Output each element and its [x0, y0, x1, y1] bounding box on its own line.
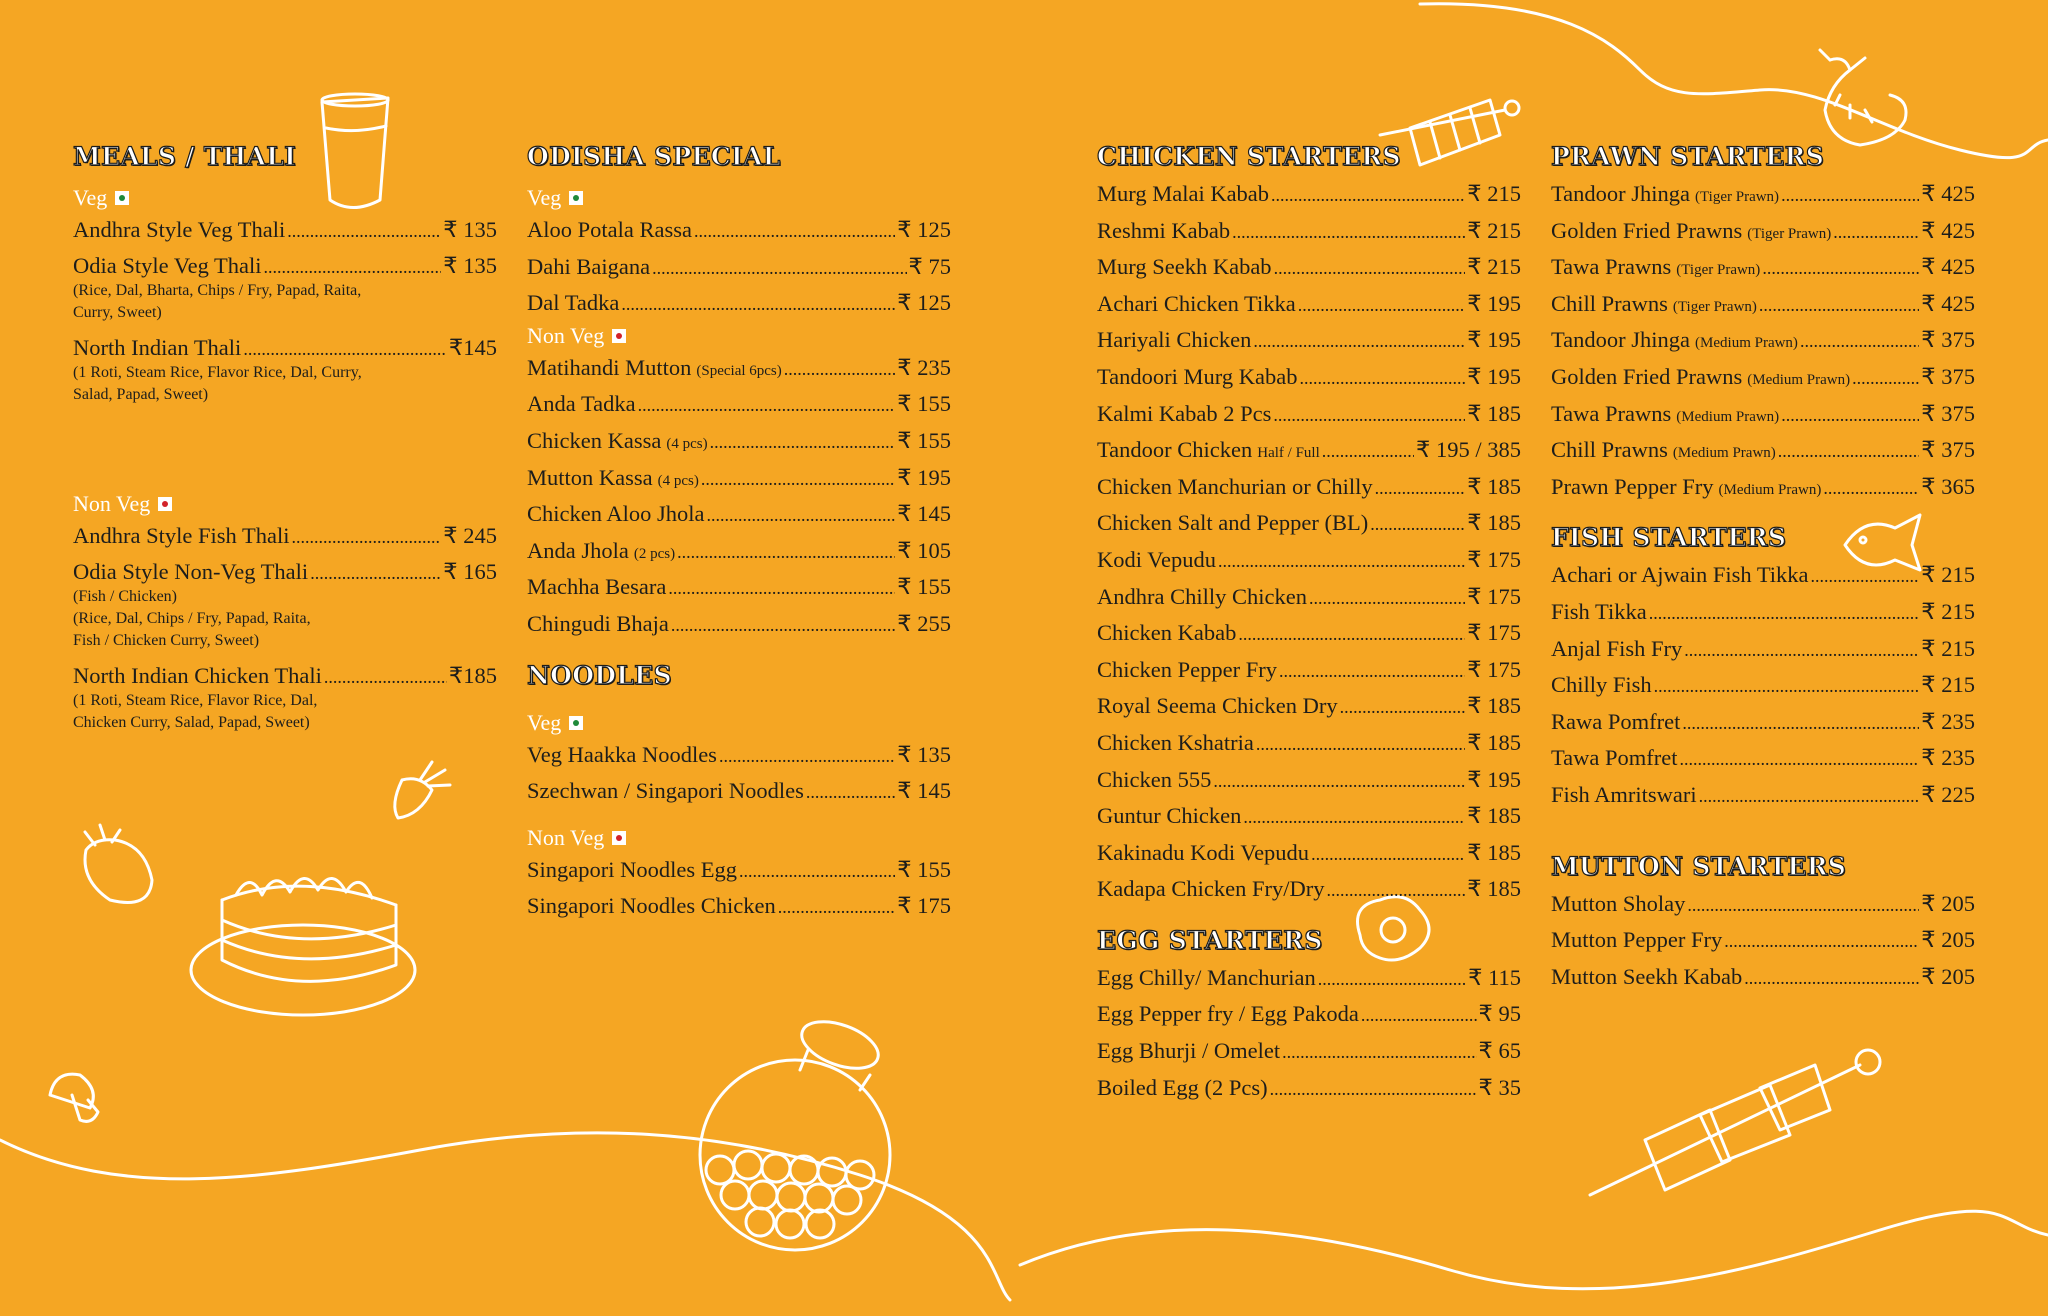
item-price: ₹ 75	[908, 253, 951, 279]
item-name: Anda Tadka	[527, 391, 636, 417]
menu-item	[1097, 176, 1521, 213]
item-name: Chicken Kassa	[527, 427, 662, 453]
veg-marker-icon	[569, 191, 583, 205]
menu-item	[73, 518, 497, 554]
item-name: Prawn Pepper Fry	[1551, 473, 1714, 499]
item-price: ₹ 185	[1467, 839, 1521, 865]
meals-title: MEALS / THALI	[73, 142, 297, 171]
mutton-list	[1551, 886, 1975, 996]
jar-icon	[700, 1013, 890, 1250]
menu-item	[1551, 249, 1975, 286]
item-note: (2 pcs)	[633, 545, 676, 562]
item-name: Fish Tikka	[1551, 598, 1647, 624]
item-price: ₹ 195	[897, 464, 951, 490]
item-price: ₹ 215	[1467, 217, 1521, 243]
item-price: ₹ 215	[1467, 254, 1521, 280]
chicken-title: CHICKEN STARTERS	[1097, 142, 1401, 171]
item-name: Dal Tadka	[527, 290, 620, 316]
item-name: Mutton Sholay	[1551, 890, 1686, 916]
item-name: Chicken 555	[1097, 766, 1212, 792]
menu-item	[527, 533, 951, 570]
menu-item	[527, 285, 951, 322]
menu-item	[1551, 469, 1975, 506]
item-price: ₹ 135	[443, 217, 497, 242]
item-name: Hariyali Chicken	[1097, 327, 1252, 353]
item-description: (1 Roti, Steam Rice, Flavor Rice, Dal, Chicken Curry, Salad, Papad, Sweet)	[73, 692, 318, 731]
item-price: ₹ 195 / 385	[1416, 437, 1521, 463]
item-name: Royal Seema Chicken Dry	[1097, 693, 1338, 719]
item-name: Chicken Manchurian or Chilly	[1097, 473, 1373, 499]
item-price: ₹ 255	[897, 610, 951, 636]
strawberry-icon	[85, 825, 152, 903]
menu-item	[1551, 213, 1975, 250]
item-name: Tandoor Jhinga	[1551, 181, 1691, 206]
menu-item	[1097, 798, 1521, 835]
item-name: Chicken Kabab	[1097, 620, 1237, 646]
item-price: ₹ 375	[1921, 363, 1975, 389]
nonveg-label-text: Non Veg	[527, 824, 605, 850]
item-name: Chill Prawns	[1551, 290, 1668, 316]
item-price: ₹ 375	[1921, 400, 1975, 426]
mutton-title: MUTTON STARTERS	[1551, 851, 1847, 881]
item-price: ₹ 365	[1921, 473, 1975, 499]
veg-marker-icon	[115, 191, 129, 205]
item-price: ₹ 105	[897, 537, 951, 563]
item-price: ₹ 175	[1467, 620, 1521, 646]
menu-item	[1097, 725, 1521, 762]
nonveg-marker-icon	[612, 831, 626, 845]
item-name: Odia Style Non-Veg Thali	[73, 559, 309, 584]
item-price: ₹ 235	[1921, 745, 1975, 771]
menu-item	[73, 330, 497, 366]
menu-item	[1097, 359, 1521, 396]
menu-item	[1097, 835, 1521, 872]
item-name: Chicken Aloo Jhola	[527, 501, 705, 527]
menu-item	[1097, 688, 1521, 725]
item-name: Chicken Salt and Pepper (BL)	[1097, 510, 1369, 536]
item-price: ₹ 225	[1921, 781, 1975, 807]
item-name: Murg Seekh Kabab	[1097, 254, 1272, 280]
item-name: Kadapa Chicken Fry/Dry	[1097, 876, 1325, 902]
menu-item	[1551, 959, 1975, 996]
menu-item	[1551, 667, 1975, 704]
item-name: Singapori Noodles Egg	[527, 856, 737, 882]
item-price: ₹ 65	[1478, 1038, 1521, 1064]
item-name: Boiled Egg (2 Pcs)	[1097, 1074, 1268, 1100]
odisha-noodles-column	[527, 138, 951, 925]
menu-item	[527, 212, 951, 249]
item-price: ₹ 95	[1478, 1001, 1521, 1027]
item-name: Chingudi Bhaja	[527, 610, 669, 636]
menu-item	[1551, 594, 1975, 631]
item-name: Andhra Style Veg Thali	[73, 217, 286, 242]
menu-item	[1097, 249, 1521, 286]
menu-item	[1097, 213, 1521, 250]
item-name: Murg Malai Kabab	[1097, 181, 1270, 206]
item-note: (Tiger Prawn)	[1672, 298, 1757, 315]
menu-item	[1097, 1070, 1521, 1107]
item-price: ₹ 155	[897, 574, 951, 600]
fish-title: FISH STARTERS	[1551, 523, 1787, 553]
item-price: ₹ 425	[1921, 181, 1975, 206]
veg-label-text: Veg	[527, 185, 562, 210]
item-note: (Medium Prawn)	[1676, 408, 1780, 425]
menu-item	[1097, 505, 1521, 542]
item-price: ₹ 185	[1467, 473, 1521, 499]
menu-item	[527, 569, 951, 606]
item-price: ₹ 155	[897, 427, 951, 453]
item-price: ₹ 425	[1921, 290, 1975, 316]
item-price: ₹185	[448, 663, 497, 688]
menu-item	[1097, 871, 1521, 908]
odisha-nonveg-label	[527, 322, 951, 350]
item-name: Chill Prawns	[1551, 437, 1668, 463]
prawn-fish-mutton-column	[1551, 138, 1975, 995]
shrimp-icon	[1820, 50, 1906, 145]
item-price: ₹ 175	[1467, 546, 1521, 572]
item-name: Tawa Pomfret	[1551, 745, 1678, 771]
item-price: ₹ 245	[443, 523, 497, 548]
item-price: ₹ 215	[1921, 672, 1975, 698]
pancakes-icon	[191, 878, 415, 1015]
menu-item	[527, 737, 951, 774]
nonveg-label-text: Non Veg	[73, 491, 151, 516]
odisha-title: ODISHA SPECIAL	[527, 142, 781, 171]
nonveg-marker-icon	[612, 329, 626, 343]
item-name: Machha Besara	[527, 574, 667, 600]
item-name: Szechwan / Singapori Noodles	[527, 778, 804, 804]
menu-item	[1551, 886, 1975, 923]
item-price: ₹ 135	[443, 253, 497, 278]
nonveg-marker-icon	[158, 497, 172, 511]
item-name: Reshmi Kabab	[1097, 217, 1231, 243]
item-price: ₹ 185	[1467, 510, 1521, 536]
item-price: ₹ 165	[443, 559, 497, 584]
item-price: ₹ 185	[1467, 693, 1521, 719]
menu-item	[1551, 286, 1975, 323]
item-name: Singapori Noodles Chicken	[527, 893, 776, 919]
meals-nonveg-list	[73, 518, 497, 734]
noodles-nonveg-list	[527, 852, 951, 925]
item-name: Mutton Kassa	[527, 464, 653, 490]
item-price: ₹ 215	[1467, 181, 1521, 206]
chicken-egg-column	[1097, 138, 1521, 1106]
menu-item	[1097, 286, 1521, 323]
prawn-list	[1551, 176, 1975, 505]
radish-icon	[395, 762, 450, 818]
menu-item	[73, 212, 497, 248]
item-name: Chilly Fish	[1551, 672, 1652, 698]
menu-item	[1097, 652, 1521, 689]
item-name: Kodi Vepudu	[1097, 546, 1216, 572]
item-price: ₹ 425	[1921, 254, 1975, 280]
item-price: ₹ 185	[1467, 803, 1521, 829]
odisha-nonveg-list	[527, 350, 951, 643]
menu-item	[73, 658, 497, 694]
menu-item	[1097, 432, 1521, 469]
item-price: ₹ 205	[1921, 963, 1975, 989]
item-price: ₹ 425	[1921, 217, 1975, 243]
item-name: Chicken Pepper Fry	[1097, 656, 1277, 682]
mushroom-icon	[50, 1074, 98, 1121]
item-name: Chicken Kshatria	[1097, 729, 1254, 755]
item-name: Fish Amritswari	[1551, 781, 1697, 807]
menu-item	[1551, 740, 1975, 777]
item-name: North Indian Thali	[73, 335, 242, 360]
menu-item	[527, 773, 951, 810]
item-price: ₹ 215	[1921, 562, 1975, 588]
item-name: Guntur Chicken	[1097, 803, 1242, 829]
menu-item	[527, 423, 951, 460]
veg-label-text: Veg	[527, 709, 562, 735]
egg-title: EGG STARTERS	[1097, 925, 1323, 955]
item-price: ₹ 185	[1467, 729, 1521, 755]
item-price: ₹ 35	[1478, 1074, 1521, 1100]
menu-item	[1551, 557, 1975, 594]
item-name: Golden Fried Prawns	[1551, 363, 1743, 389]
item-name: Egg Bhurji / Omelet	[1097, 1038, 1281, 1064]
item-price: ₹ 125	[897, 217, 951, 242]
item-price: ₹145	[448, 335, 497, 360]
menu-item	[1097, 469, 1521, 506]
menu-item	[527, 852, 951, 889]
meals-veg-label	[73, 184, 497, 212]
item-price: ₹ 175	[897, 893, 951, 919]
item-price: ₹ 195	[1467, 363, 1521, 389]
noodles-nonveg-label	[527, 824, 951, 852]
item-name: Matihandi Mutton	[527, 354, 692, 380]
noodles-veg-list	[527, 737, 951, 810]
item-price: ₹ 205	[1921, 927, 1975, 953]
item-note: (Medium Prawn)	[1718, 481, 1822, 498]
noodles-veg-label	[527, 709, 951, 737]
item-price: ₹ 205	[1921, 890, 1975, 916]
item-note: (4 pcs)	[657, 472, 699, 489]
item-price: ₹ 195	[1467, 327, 1521, 353]
item-name: Achari or Ajwain Fish Tikka	[1551, 562, 1809, 588]
item-name: Andhra Style Fish Thali	[73, 523, 290, 548]
menu-item	[73, 248, 497, 284]
item-price: ₹ 215	[1921, 598, 1975, 624]
item-price: ₹ 185	[1467, 876, 1521, 902]
item-name: Andhra Chilly Chicken	[1097, 583, 1307, 609]
item-description: (1 Roti, Steam Rice, Flavor Rice, Dal, Curry, Salad, Papad, Sweet)	[73, 364, 362, 403]
item-name: Veg Haakka Noodles	[527, 741, 717, 767]
menu-item	[527, 496, 951, 533]
item-name: Egg Chilly/ Manchurian	[1097, 964, 1316, 990]
prawn-title: PRAWN STARTERS	[1551, 142, 1825, 171]
menu-item	[1551, 631, 1975, 668]
item-price: ₹ 175	[1467, 583, 1521, 609]
item-note: (Tiger Prawn)	[1695, 189, 1780, 205]
item-price: ₹ 235	[897, 354, 951, 380]
item-name: Anjal Fish Fry	[1551, 635, 1683, 661]
item-price: ₹ 155	[897, 856, 951, 882]
fish-list	[1551, 557, 1975, 813]
chicken-list	[1097, 176, 1521, 908]
item-name: Odia Style Veg Thali	[73, 253, 262, 278]
item-name: Kalmi Kabab 2 Pcs	[1097, 400, 1272, 426]
item-price: ₹ 145	[897, 501, 951, 527]
menu-item	[1097, 1033, 1521, 1070]
item-price: ₹ 125	[897, 290, 951, 316]
menu-item	[1097, 579, 1521, 616]
menu-item	[1551, 777, 1975, 814]
item-note: (Medium Prawn)	[1672, 445, 1776, 462]
menu-item	[1097, 322, 1521, 359]
item-name: Dahi Baigana	[527, 253, 651, 279]
item-name: Tandoori Murg Kabab	[1097, 363, 1298, 389]
menu-item	[1097, 542, 1521, 579]
meals-section	[73, 138, 497, 740]
menu-item	[1551, 396, 1975, 433]
kebab-skewer-icon	[1590, 1050, 1880, 1195]
item-description: (Fish / Chicken) (Rice, Dal, Chips / Fry, Papad, Raita, Fish / Chicken Curry, Sweet)	[73, 588, 311, 649]
menu-item	[527, 350, 951, 387]
item-name: Anda Jhola	[527, 537, 629, 563]
nonveg-label-text: Non Veg	[527, 322, 605, 348]
menu-item	[1097, 615, 1521, 652]
item-price: ₹ 235	[1921, 708, 1975, 734]
veg-label-text: Veg	[73, 185, 108, 210]
menu-item	[1551, 359, 1975, 396]
item-price: ₹ 195	[1467, 766, 1521, 792]
item-name: Kakinadu Kodi Vepudu	[1097, 839, 1310, 865]
egg-list	[1097, 960, 1521, 1106]
item-note: (Special 6pcs)	[696, 362, 782, 379]
item-price: ₹ 175	[1467, 656, 1521, 682]
menu-item	[1551, 704, 1975, 741]
menu-item	[527, 888, 951, 925]
item-name: Achari Chicken Tikka	[1097, 290, 1296, 316]
item-note: (Medium Prawn)	[1747, 371, 1851, 388]
item-price: ₹ 375	[1921, 327, 1975, 353]
item-price: ₹ 215	[1921, 635, 1975, 661]
menu-item	[527, 386, 951, 423]
item-name: Egg Pepper fry / Egg Pakoda	[1097, 1001, 1359, 1027]
item-note: (Tiger Prawn)	[1747, 225, 1832, 242]
wave-line-bottom	[1020, 1211, 2048, 1288]
item-name: Rawa Pomfret	[1551, 708, 1681, 734]
item-price: ₹ 145	[897, 778, 951, 804]
item-name: Tawa Prawns	[1551, 254, 1672, 280]
item-name: Golden Fried Prawns	[1551, 217, 1743, 243]
item-price: ₹ 195	[1467, 290, 1521, 316]
item-price: ₹ 135	[897, 741, 951, 767]
menu-item	[1551, 432, 1975, 469]
meals-nonveg-label	[73, 490, 497, 518]
item-note: Half / Full	[1257, 445, 1320, 462]
item-description: (Rice, Dal, Bharta, Chips / Fry, Papad, Raita, Curry, Sweet)	[73, 282, 362, 321]
menu-item	[1097, 396, 1521, 433]
item-price: ₹ 115	[1468, 964, 1521, 990]
item-price: ₹ 155	[897, 391, 951, 417]
menu-item	[1097, 762, 1521, 799]
veg-marker-icon	[569, 716, 583, 730]
menu-item	[527, 460, 951, 497]
menu-item	[1551, 922, 1975, 959]
wave-line-left	[0, 1133, 1010, 1300]
item-note: (Tiger Prawn)	[1676, 262, 1761, 279]
menu-item	[1551, 322, 1975, 359]
item-name: Aloo Potala Rassa	[527, 217, 692, 242]
menu-item	[1097, 996, 1521, 1033]
menu-item	[527, 606, 951, 643]
item-name: Mutton Pepper Fry	[1551, 927, 1723, 953]
menu-item	[527, 249, 951, 286]
item-name: North Indian Chicken Thali	[73, 663, 322, 688]
item-price: ₹ 185	[1467, 400, 1521, 426]
wave-line-top-right	[1420, 4, 2048, 158]
item-note: (4 pcs)	[666, 435, 708, 452]
odisha-veg-label	[527, 184, 951, 212]
odisha-veg-list	[527, 212, 951, 322]
meals-veg-list	[73, 212, 497, 406]
item-name: Mutton Seekh Kabab	[1551, 963, 1743, 989]
item-note: (Medium Prawn)	[1695, 335, 1798, 352]
menu-item	[1551, 176, 1975, 213]
item-name: Tandoor Chicken	[1097, 437, 1253, 463]
item-name: Tandoor Jhinga	[1551, 327, 1691, 353]
item-name: Tawa Prawns	[1551, 400, 1672, 426]
noodles-title: NOODLES	[527, 660, 672, 690]
item-price: ₹ 375	[1921, 437, 1975, 463]
menu-item	[73, 554, 497, 590]
menu-item	[1097, 960, 1521, 997]
